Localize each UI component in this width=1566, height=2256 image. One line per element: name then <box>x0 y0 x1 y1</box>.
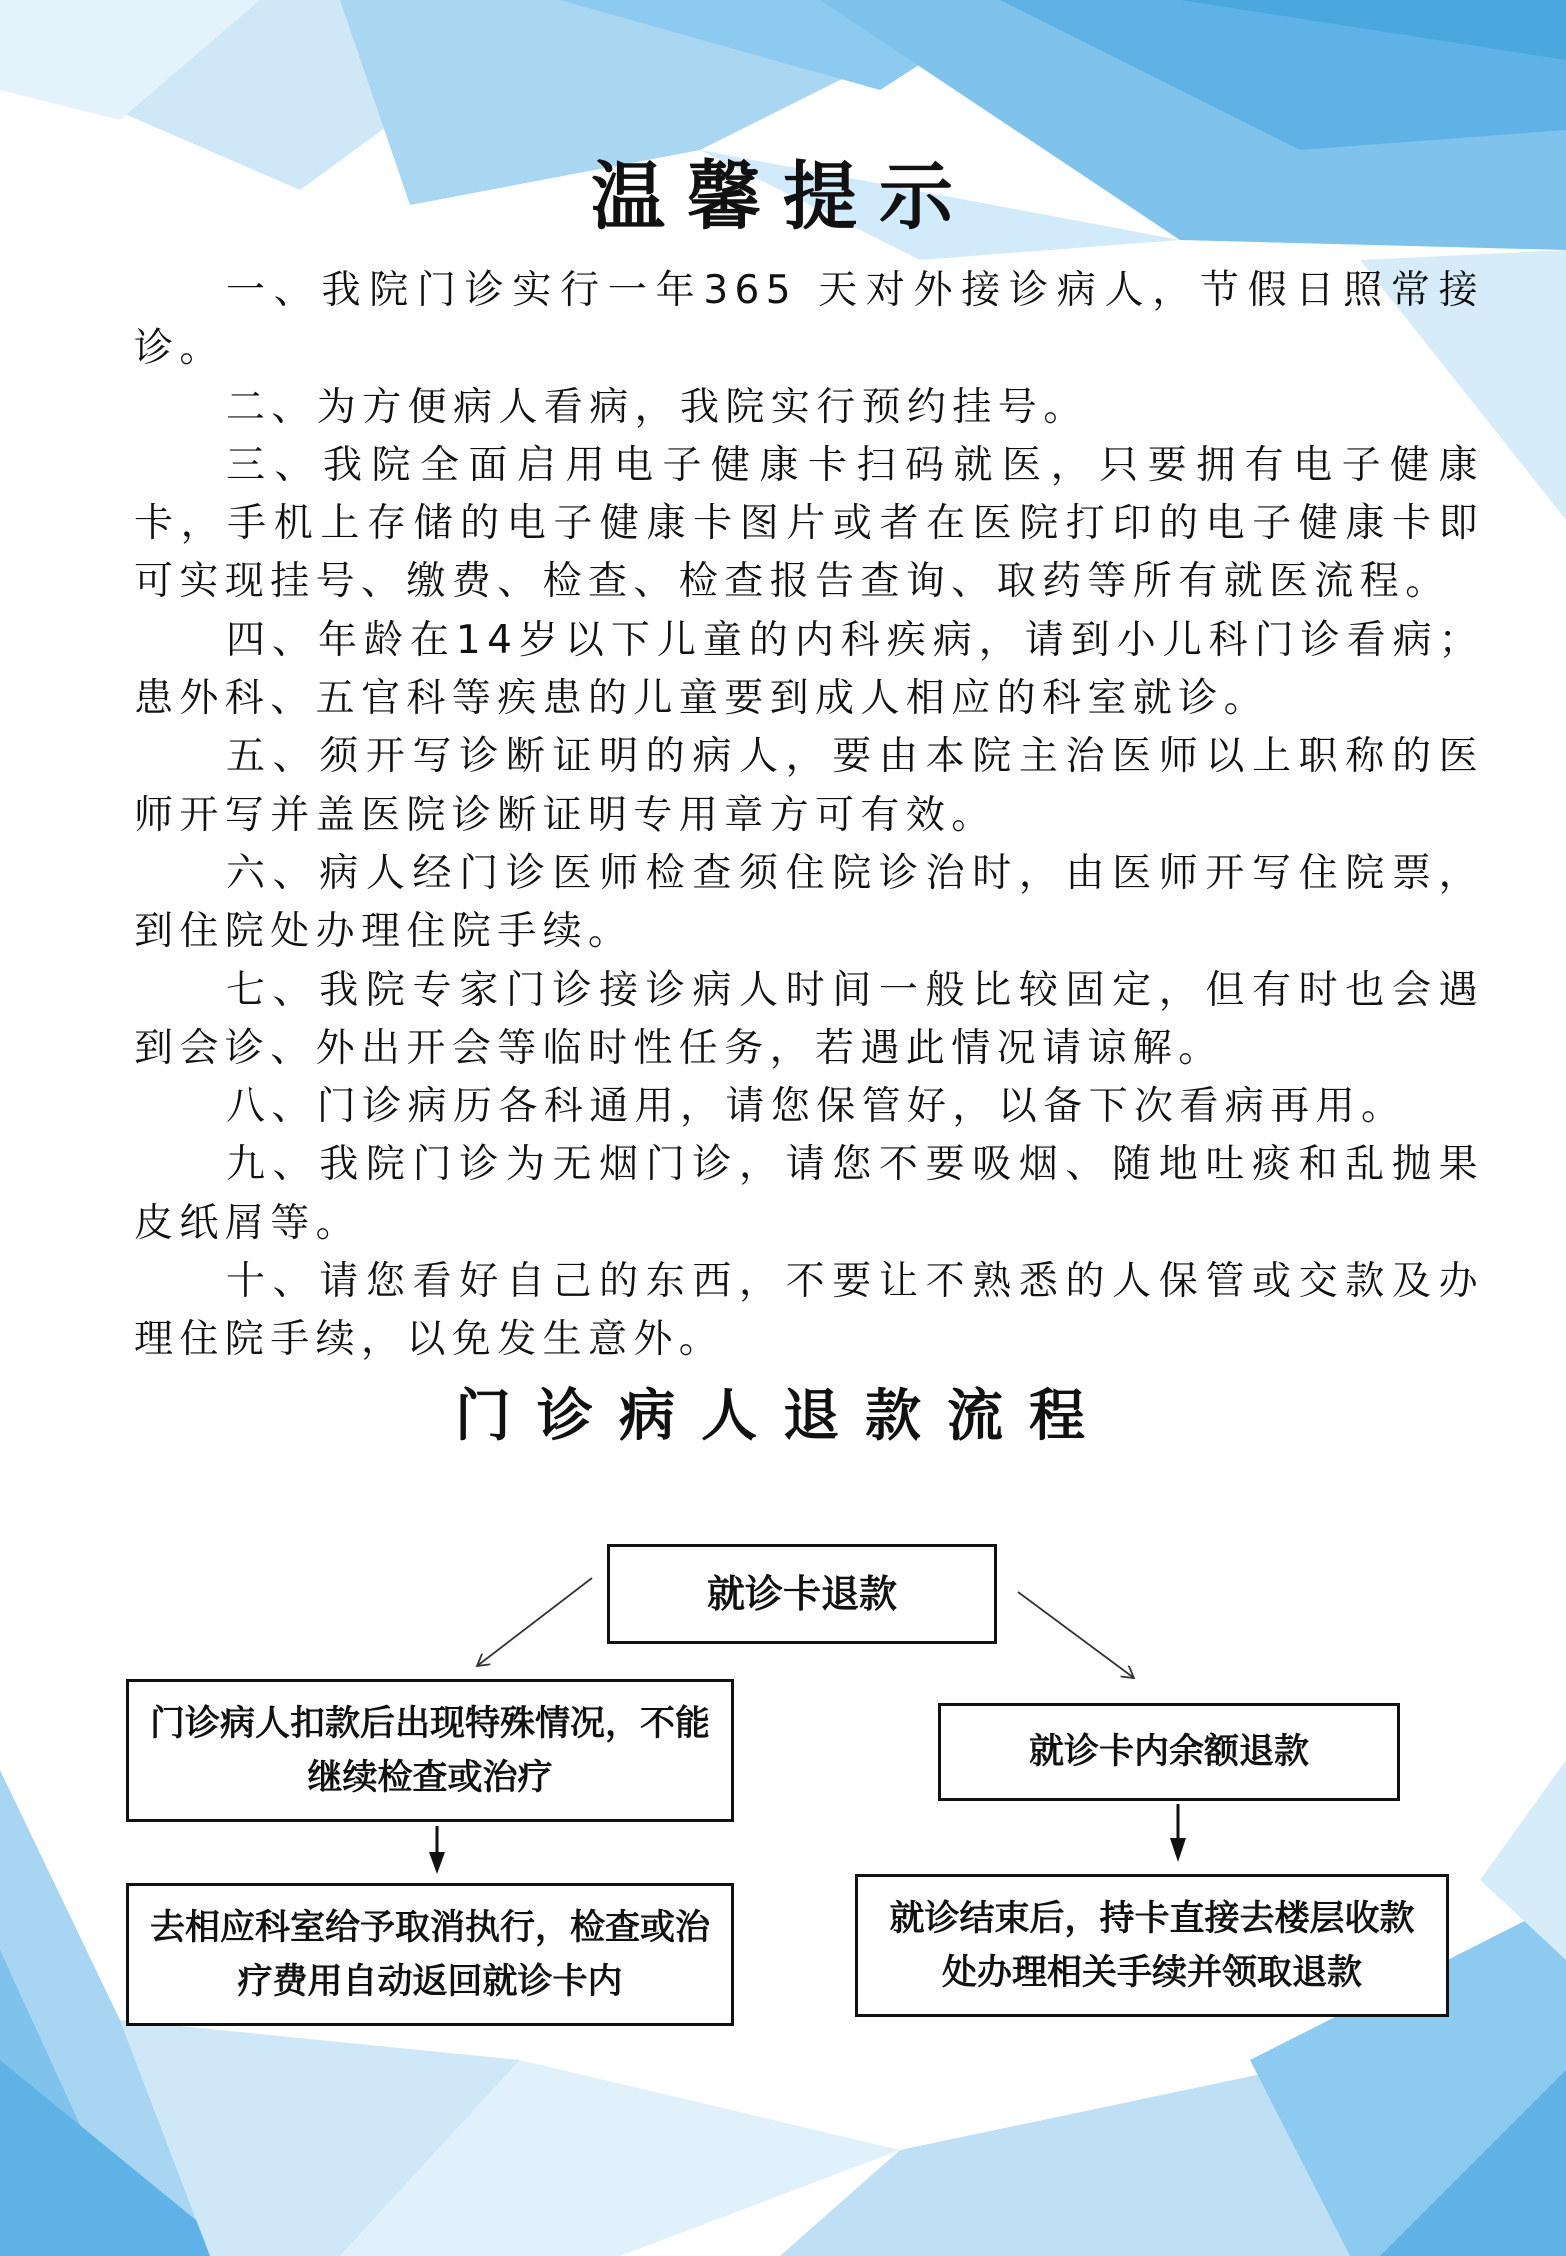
arrow-to-right-branch <box>1018 1592 1134 1678</box>
flow-step-card-refund: 就诊卡退款 <box>607 1544 997 1644</box>
notice-item: 七、我院专家门诊接诊病人时间一般比较固定，但有时也会遇到会诊、外出开会等临时性任务，若遇此情况请谅解。 <box>134 967 1484 1071</box>
flow-step-balance-refund: 就诊卡内余额退款 <box>938 1703 1400 1801</box>
arrow-to-left-branch <box>477 1578 592 1666</box>
notice-item: 九、我院门诊为无烟门诊，请您不要吸烟、随地吐痰和乱抛果皮纸屑等。 <box>134 1142 1484 1246</box>
notice-item: 二、为方便病人看病，我院实行预约挂号。 <box>226 384 1089 430</box>
flow-title: 门诊病人退款流程 <box>455 1384 1111 1449</box>
flow-step-cancel-execution: 去相应科室给予取消执行，检查或治疗费用自动返回就诊卡内 <box>126 1883 734 2026</box>
page-title: 温馨提示 <box>591 154 975 240</box>
notice-item: 六、病人经门诊医师检查须住院诊治时，由医师开写住院票，到住院处办理住院手续。 <box>134 850 1484 955</box>
notice-item: 三、我院全面启用电子健康卡扫码就医，只要拥有电子健康卡，手机上存储的电子健康卡图片或者在医院打印的电子健康卡即可实现挂号、缴费、检查、检查报告查询、取药等所有就医流程。 <box>134 442 1484 605</box>
flow-step-special-situation: 门诊病人扣款后出现特殊情况，不能继续检查或治疗 <box>126 1679 734 1822</box>
notice-item: 五、须开写诊断证明的病人，要由本院主治医师以上职称的医师开写并盖医院诊断证明专用章方可有效。 <box>134 734 1484 838</box>
notice-item: 八、门诊病历各科通用，请您保管好，以备下次看病再用。 <box>226 1084 1407 1130</box>
notice-item: 四、年龄在14岁以下儿童的内科疾病，请到小儿科门诊看病；患外科、五官科等疾患的儿童要到成人相应的科室就诊。 <box>134 617 1484 722</box>
notice-item: 一、我院门诊实行一年365 天对外接诊病人，节假日照常接诊。 <box>134 268 1484 372</box>
notice-item: 十、请您看好自己的东西，不要让不熟悉的人保管或交款及办理住院手续，以免发生意外。 <box>134 1259 1484 1363</box>
flow-step-cashier-refund: 就诊结束后，持卡直接去楼层收款处办理相关手续并领取退款 <box>855 1874 1449 2017</box>
